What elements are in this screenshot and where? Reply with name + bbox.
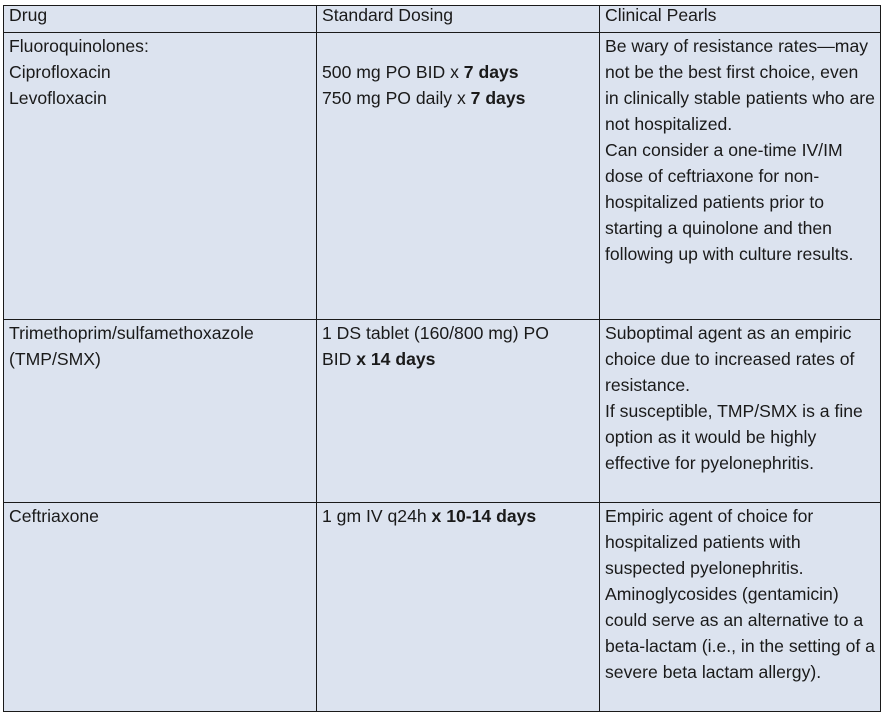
drug-cell bbox=[4, 33, 317, 320]
antibiotic-dosing-table bbox=[3, 5, 881, 712]
dosing-line: 1 gm IV q24h x 10-14 days bbox=[322, 506, 537, 526]
drug-name: Ciprofloxacin bbox=[9, 62, 111, 82]
pearl-text: Empiric agent of choice for hospitalized patients with suspected pyelonephritis. bbox=[605, 506, 814, 578]
drug-name: Trimethoprim/sulfamethoxazole bbox=[9, 323, 254, 343]
pearls-cell bbox=[600, 320, 881, 503]
dosing-line: 500 mg PO BID x 7 days bbox=[322, 62, 519, 82]
drug-class-label: Fluoroquinolones: bbox=[9, 36, 149, 56]
table-row bbox=[4, 320, 881, 503]
drug-cell bbox=[4, 503, 317, 712]
drug-cell bbox=[4, 320, 317, 503]
pearls-cell bbox=[600, 33, 881, 320]
header-drug: Drug bbox=[4, 6, 317, 33]
dosing-cell bbox=[317, 33, 600, 320]
drug-name: Levofloxacin bbox=[9, 88, 107, 108]
header-row bbox=[4, 6, 881, 33]
table-row bbox=[4, 503, 881, 712]
dosing-cell bbox=[317, 320, 600, 503]
pearl-text: Suboptimal agent as an empiric choice due to increased rates of resistance. bbox=[605, 323, 855, 395]
pearl-text: Can consider a one-time IV/IM dose of ceftriaxone for non-hospitalized patients prior to starting a quinolone and then following up with culture results. bbox=[605, 140, 854, 264]
dosing-line bbox=[322, 33, 594, 59]
pearls-cell bbox=[600, 503, 881, 712]
dosing-line: 750 mg PO daily x 7 days bbox=[322, 88, 526, 108]
dosing-line: BID x 14 days bbox=[322, 349, 436, 369]
dosing-cell bbox=[317, 503, 600, 712]
drug-name: Ceftriaxone bbox=[9, 506, 99, 526]
dosing-line: 1 DS tablet (160/800 mg) PO bbox=[322, 323, 549, 343]
pearl-text: Aminoglycosides (gentamicin) could serve as an alternative to a beta-lactam (i.e., in the setting of a severe beta lactam allergy). bbox=[605, 584, 875, 682]
header-standard-dosing: Standard Dosing bbox=[317, 6, 600, 33]
pearl-text: Be wary of resistance rates—may not be the best first choice, even in clinically stable patients who are not hospitalized. bbox=[605, 36, 875, 134]
header-clinical-pearls: Clinical Pearls bbox=[600, 6, 881, 33]
drug-abbreviation: (TMP/SMX) bbox=[9, 349, 101, 369]
pearl-text: If susceptible, TMP/SMX is a fine option as it would be highly effective for pyelonephritis. bbox=[605, 401, 863, 473]
table-row bbox=[4, 33, 881, 320]
